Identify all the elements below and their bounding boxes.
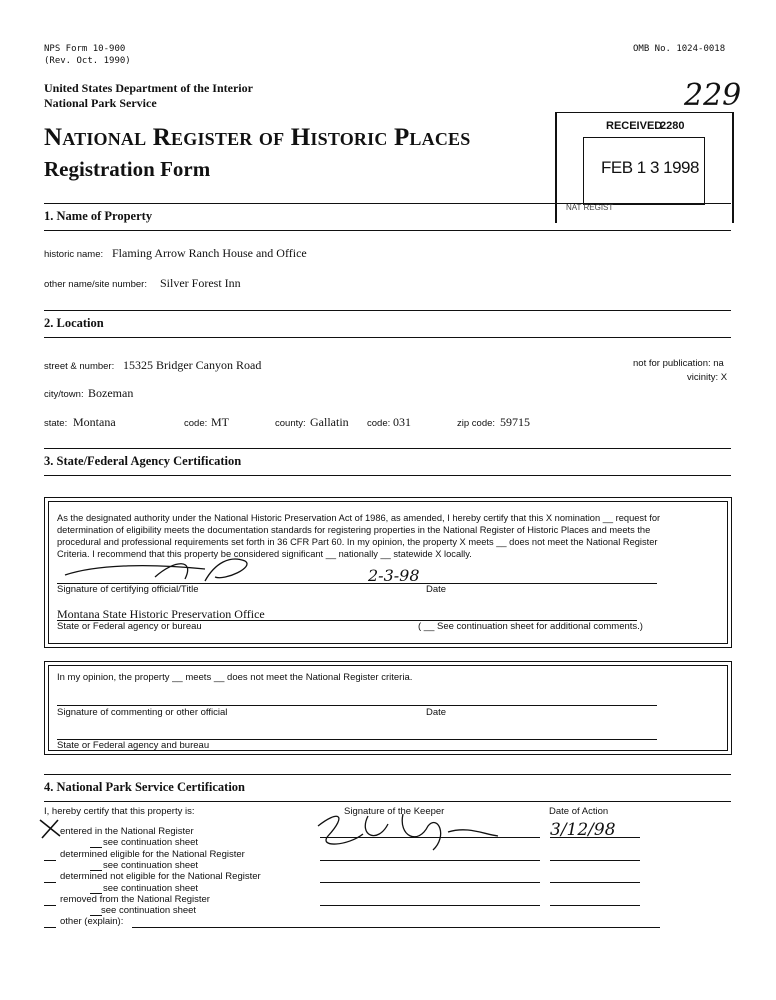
historic-name-value: Flaming Arrow Ranch House and Office [112, 246, 307, 260]
date-label: Date [426, 584, 447, 595]
department: United States Department of the Interior [44, 81, 253, 95]
form-title-line2: Registration Form [44, 157, 211, 181]
other-name-value: Silver Forest Inn [160, 276, 241, 290]
stamp-received-label: RECEIVED [606, 120, 663, 132]
certify-intro: I, hereby certify that this property is: [44, 806, 195, 817]
zip-label: zip code: [457, 418, 496, 429]
continuation-note: ( __ See continuation sheet for additional comments.) [418, 621, 643, 632]
date-of-action-label: Date of Action [549, 806, 609, 817]
code-label: code: [184, 418, 208, 429]
section1-heading: 1. Name of Property [44, 209, 153, 223]
see-continuation-4: see continuation sheet [101, 905, 197, 916]
zip-value: 59715 [500, 415, 530, 429]
commenting-label: Signature of commenting or other official [57, 707, 228, 718]
city-value: Bozeman [88, 386, 134, 400]
date-label2: Date [426, 707, 447, 718]
determined-not-eligible-item: determined not eligible for the National Register [60, 871, 261, 882]
keeper-signature [308, 806, 508, 856]
stamp-date: FEB 1 3 1998 [601, 158, 699, 177]
county-value: Gallatin [310, 415, 349, 429]
form-revision: (Rev. Oct. 1990) [44, 56, 131, 66]
street-label: street & number: [44, 361, 115, 372]
agency-value: Montana State Historic Preservation Office [57, 607, 265, 621]
signature-date: 2-3-98 [368, 566, 420, 585]
stamp-received-code: 2280 [660, 120, 685, 132]
omb-number: OMB No. 1024-0018 [633, 44, 726, 54]
opinion-line: In my opinion, the property __ meets __ does not meet the National Register criteria. [57, 672, 413, 683]
code-value: MT [211, 415, 229, 429]
county-label: county: [275, 418, 306, 429]
action-date: 3/12/98 [550, 820, 616, 840]
cert-line2: determination of eligibility meets the documentation standards for registering properties in the National Register of Historic Places and meets the [57, 525, 651, 535]
city-label: city/town: [44, 389, 84, 400]
signature-label: Signature of certifying official/Title [57, 584, 199, 595]
section2-heading: 2. Location [44, 316, 104, 330]
cert-line1: As the designated authority under the National Historic Preservation Act of 1986, as amended, I hereby certify that this X nomination __ request for [57, 513, 661, 523]
other-explain-item: other (explain): [60, 916, 124, 927]
agency-label2: State or Federal agency and bureau [57, 740, 210, 751]
entered-item: entered in the National Register [60, 826, 194, 837]
keeper-label: Signature of the Keeper [344, 806, 445, 817]
section4-heading: 4. National Park Service Certification [44, 780, 245, 794]
see-continuation-1: see continuation sheet [103, 837, 199, 848]
determined-eligible-item: determined eligible for the National Register [60, 849, 245, 860]
vicinity: vicinity: X [687, 372, 728, 383]
stamp-partial-text: NAT REGIST [566, 203, 614, 212]
historic-name-label: historic name: [44, 249, 104, 260]
cert-line4: Criteria. I recommend that this property be considered significant __ nationally __ statewide X locally. [57, 549, 472, 559]
removed-item: removed from the National Register [60, 894, 210, 905]
county-code-label: code: [367, 418, 391, 429]
service: National Park Service [44, 96, 157, 110]
form-title-line1: National Register of Historic Places [44, 124, 471, 151]
see-continuation-2: see continuation sheet [103, 860, 199, 871]
state-value: Montana [73, 415, 116, 429]
agency-label: State or Federal agency or bureau [57, 621, 202, 632]
other-name-label: other name/site number: [44, 279, 147, 290]
form-number: NPS Form 10-900 [44, 44, 126, 54]
handwritten-number: 229 [684, 78, 742, 113]
state-label: state: [44, 418, 68, 429]
street-value: 15325 Bridger Canyon Road [123, 358, 262, 372]
county-code-value: 031 [393, 415, 411, 429]
not-for-publication: not for publication: na [633, 358, 724, 369]
cert-line3: procedural and professional requirements set forth in 36 CFR Part 60. In my opinion, the property X meets __ does not meet the National Register [57, 537, 658, 547]
section3-heading: 3. State/Federal Agency Certification [44, 454, 242, 468]
see-continuation-3: see continuation sheet [103, 883, 199, 894]
